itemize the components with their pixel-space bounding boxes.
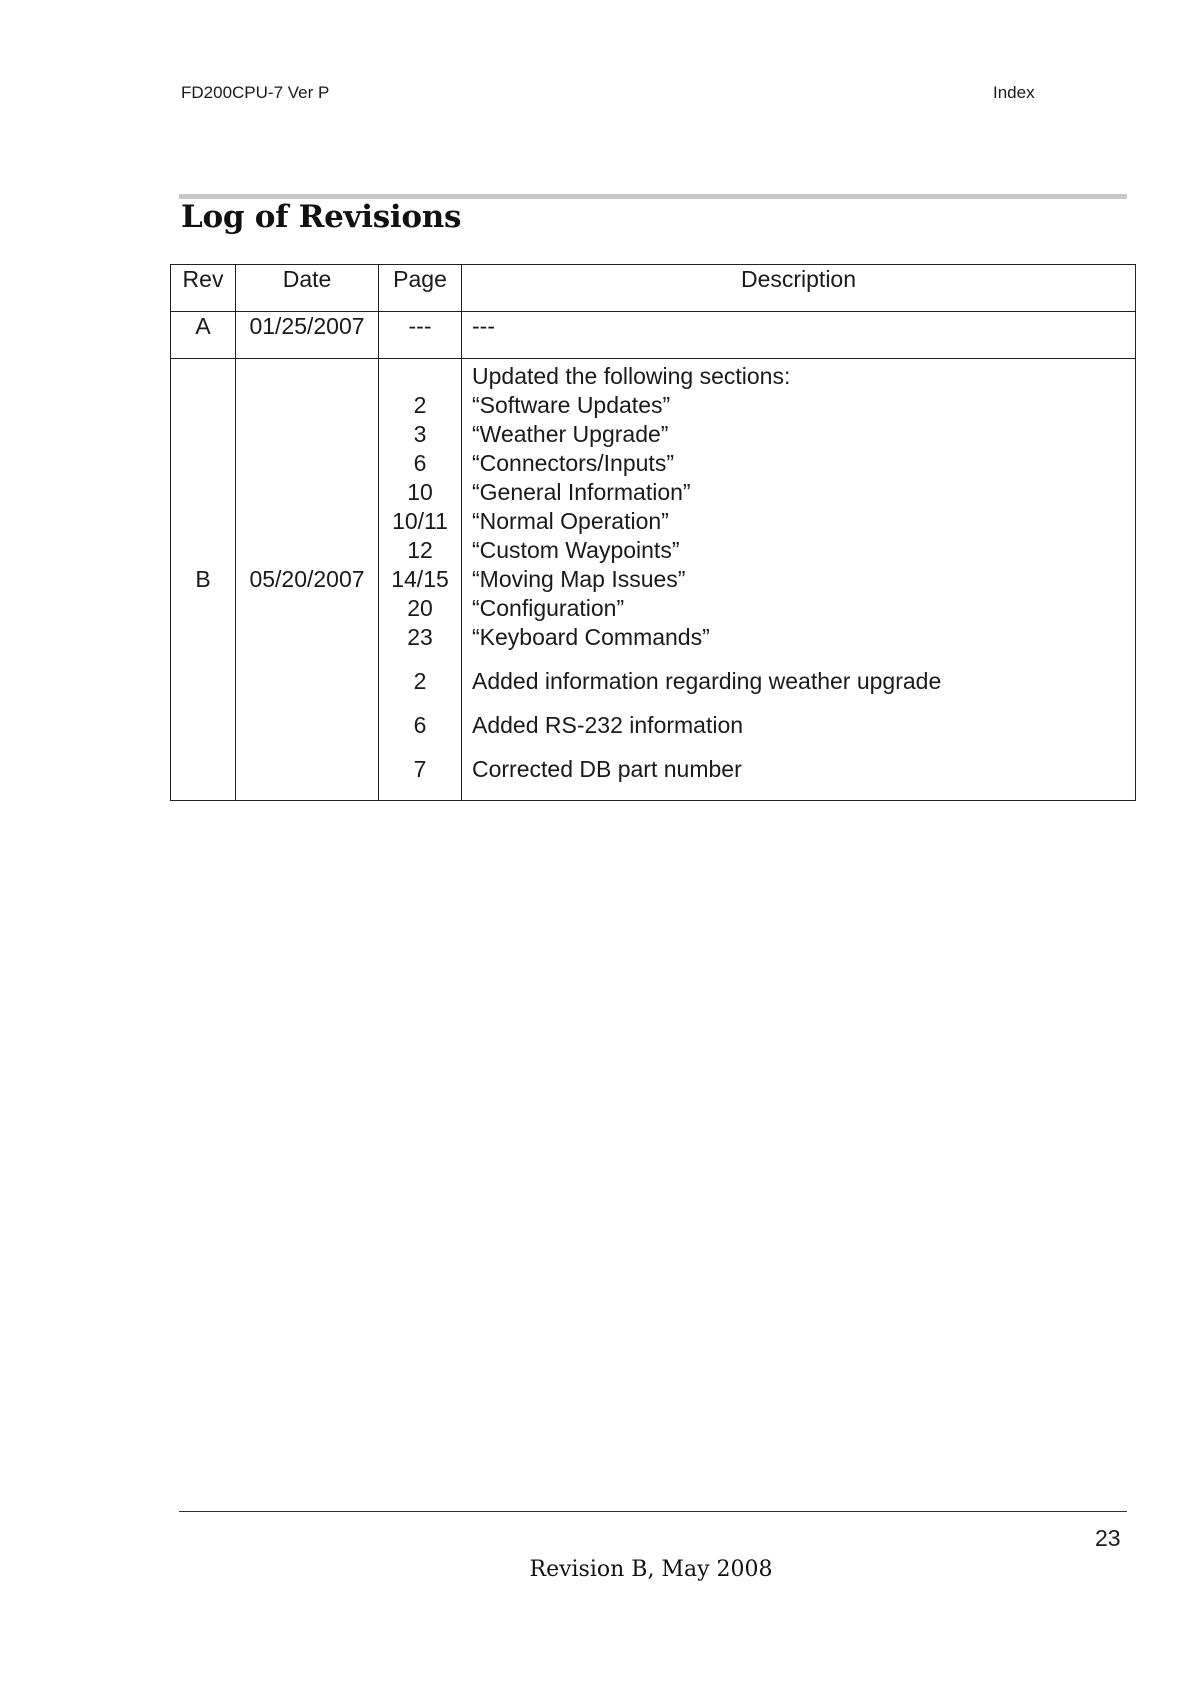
table-row bbox=[171, 359, 1136, 801]
page-title: Log of Revisions bbox=[181, 199, 462, 235]
page-ref: 20 bbox=[407, 595, 433, 621]
description-entry: Added RS-232 information bbox=[472, 712, 744, 738]
cell-descriptions bbox=[462, 359, 1136, 801]
page-ref: 2 bbox=[413, 668, 427, 694]
header-doc-id: FD200CPU-7 Ver P bbox=[181, 83, 330, 102]
page-ref: 2 bbox=[413, 392, 427, 418]
column-header-rev: Rev bbox=[171, 265, 236, 312]
cell-rev: A bbox=[171, 312, 236, 359]
column-header-date: Date bbox=[236, 265, 379, 312]
description-entry: “Connectors/Inputs” bbox=[472, 450, 674, 476]
footer-rule bbox=[179, 1511, 1127, 1512]
page-ref: 10 bbox=[407, 479, 433, 505]
column-header-page: Page bbox=[379, 265, 462, 312]
revision-table bbox=[170, 264, 1136, 801]
description-entry: “Custom Waypoints” bbox=[472, 537, 680, 563]
column-header-description: Description bbox=[462, 265, 1136, 312]
cell-date: 05/20/2007 bbox=[236, 359, 379, 801]
page-number: 23 bbox=[1095, 1525, 1121, 1551]
page-ref: 14/15 bbox=[391, 566, 449, 592]
page-ref: 6 bbox=[413, 712, 427, 738]
description-entry: “General Information” bbox=[472, 479, 691, 505]
description-entry: “Weather Upgrade” bbox=[472, 421, 669, 447]
footer-revision: Revision B, May 2008 bbox=[529, 1557, 773, 1582]
page-ref: 12 bbox=[407, 537, 433, 563]
cell-pages bbox=[379, 359, 462, 801]
page-ref: 7 bbox=[413, 756, 427, 782]
description-entry: “Configuration” bbox=[472, 595, 625, 621]
header-section: Index bbox=[993, 83, 1035, 102]
description-entry: “Software Updates” bbox=[472, 392, 671, 418]
cell-page: --- bbox=[379, 312, 462, 359]
page-ref: 10/11 bbox=[392, 508, 448, 534]
cell-description: --- bbox=[462, 312, 1136, 359]
description-entry: Corrected DB part number bbox=[472, 756, 742, 782]
description-entry: Added information regarding weather upgrade bbox=[472, 668, 942, 694]
table-row bbox=[171, 312, 1136, 359]
page-ref: 6 bbox=[413, 450, 427, 476]
description-entry: “Normal Operation” bbox=[472, 508, 669, 534]
page-ref: 3 bbox=[413, 421, 427, 447]
description-intro: Updated the following sections: bbox=[472, 363, 791, 389]
cell-rev: B bbox=[171, 359, 236, 801]
description-entry: “Moving Map Issues” bbox=[472, 566, 686, 592]
page-ref: 23 bbox=[407, 624, 433, 650]
page-spacer bbox=[379, 362, 461, 391]
description-entry: “Keyboard Commands” bbox=[472, 624, 710, 650]
table-header-row bbox=[171, 265, 1136, 312]
cell-date: 01/25/2007 bbox=[236, 312, 379, 359]
